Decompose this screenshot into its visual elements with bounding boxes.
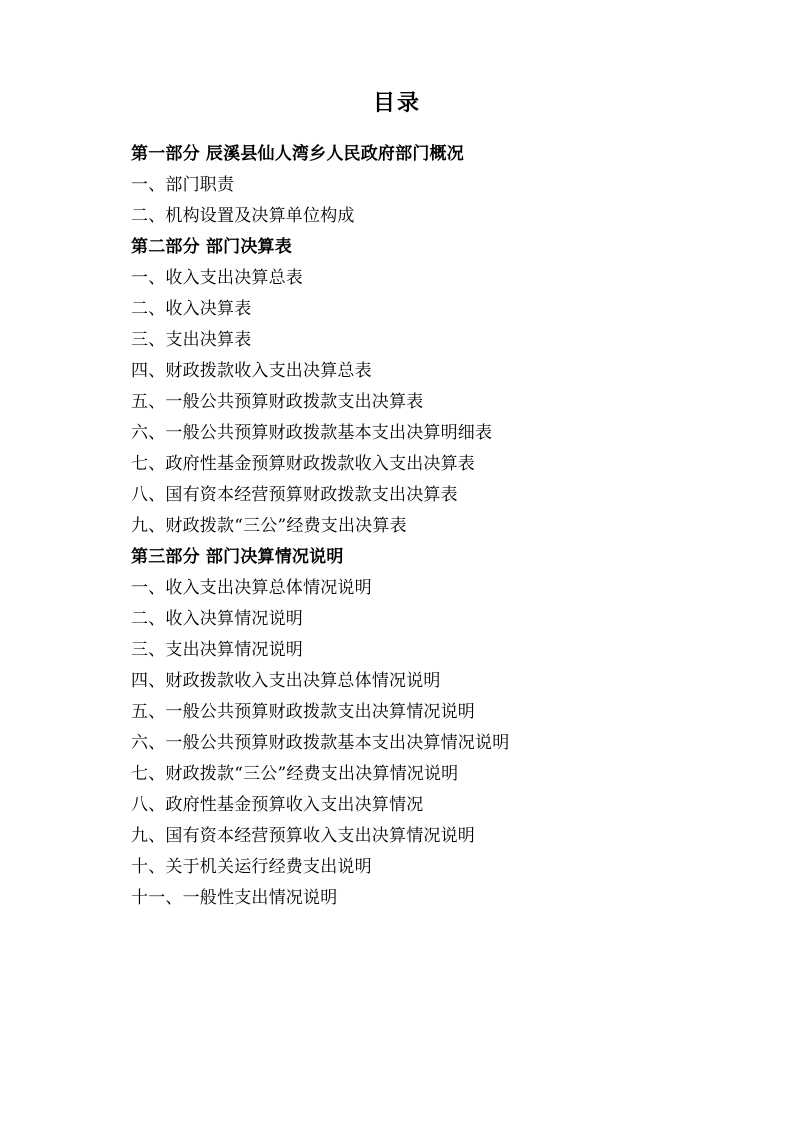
toc-item: 三、支出决算情况说明 xyxy=(131,639,303,660)
toc-item: 四、财政拨款收入支出决算总体情况说明 xyxy=(131,670,441,691)
toc-item: 十、关于机关运行经费支出说明 xyxy=(131,856,372,877)
toc-item: 九、财政拨款“三公”经费支出决算表 xyxy=(131,515,407,536)
toc-item: 五、一般公共预算财政拨款支出决算表 xyxy=(131,391,424,412)
toc-item: 一、部门职责 xyxy=(131,174,235,195)
toc-part-heading: 第二部分 部门决算表 xyxy=(131,236,292,257)
toc-item: 二、收入决算表 xyxy=(131,298,252,319)
toc-item: 四、财政拨款收入支出决算总表 xyxy=(131,360,372,381)
toc-part-heading: 第三部分 部门决算情况说明 xyxy=(131,546,344,567)
toc-part-heading: 第一部分 辰溪县仙人湾乡人民政府部门概况 xyxy=(131,143,464,164)
table-of-contents xyxy=(131,139,693,914)
toc-item: 十一、一般性支出情况说明 xyxy=(131,887,338,908)
toc-item: 二、机构设置及决算单位构成 xyxy=(131,205,355,226)
toc-item: 七、财政拨款“三公”经费支出决算情况说明 xyxy=(131,763,459,784)
toc-item: 七、政府性基金预算财政拨款收入支出决算表 xyxy=(131,453,475,474)
toc-item: 六、一般公共预算财政拨款基本支出决算情况说明 xyxy=(131,732,510,753)
toc-item: 一、收入支出决算总表 xyxy=(131,267,303,288)
toc-item: 三、支出决算表 xyxy=(131,329,252,350)
page-title: 目录 xyxy=(372,90,421,116)
toc-item: 一、收入支出决算总体情况说明 xyxy=(131,577,372,598)
toc-item: 六、一般公共预算财政拨款基本支出决算明细表 xyxy=(131,422,493,443)
toc-item: 八、国有资本经营预算财政拨款支出决算表 xyxy=(131,484,458,505)
toc-item: 二、收入决算情况说明 xyxy=(131,608,303,629)
toc-item: 九、国有资本经营预算收入支出决算情况说明 xyxy=(131,825,475,846)
toc-item: 五、一般公共预算财政拨款支出决算情况说明 xyxy=(131,701,475,722)
toc-item: 八、政府性基金预算收入支出决算情况 xyxy=(131,794,424,815)
